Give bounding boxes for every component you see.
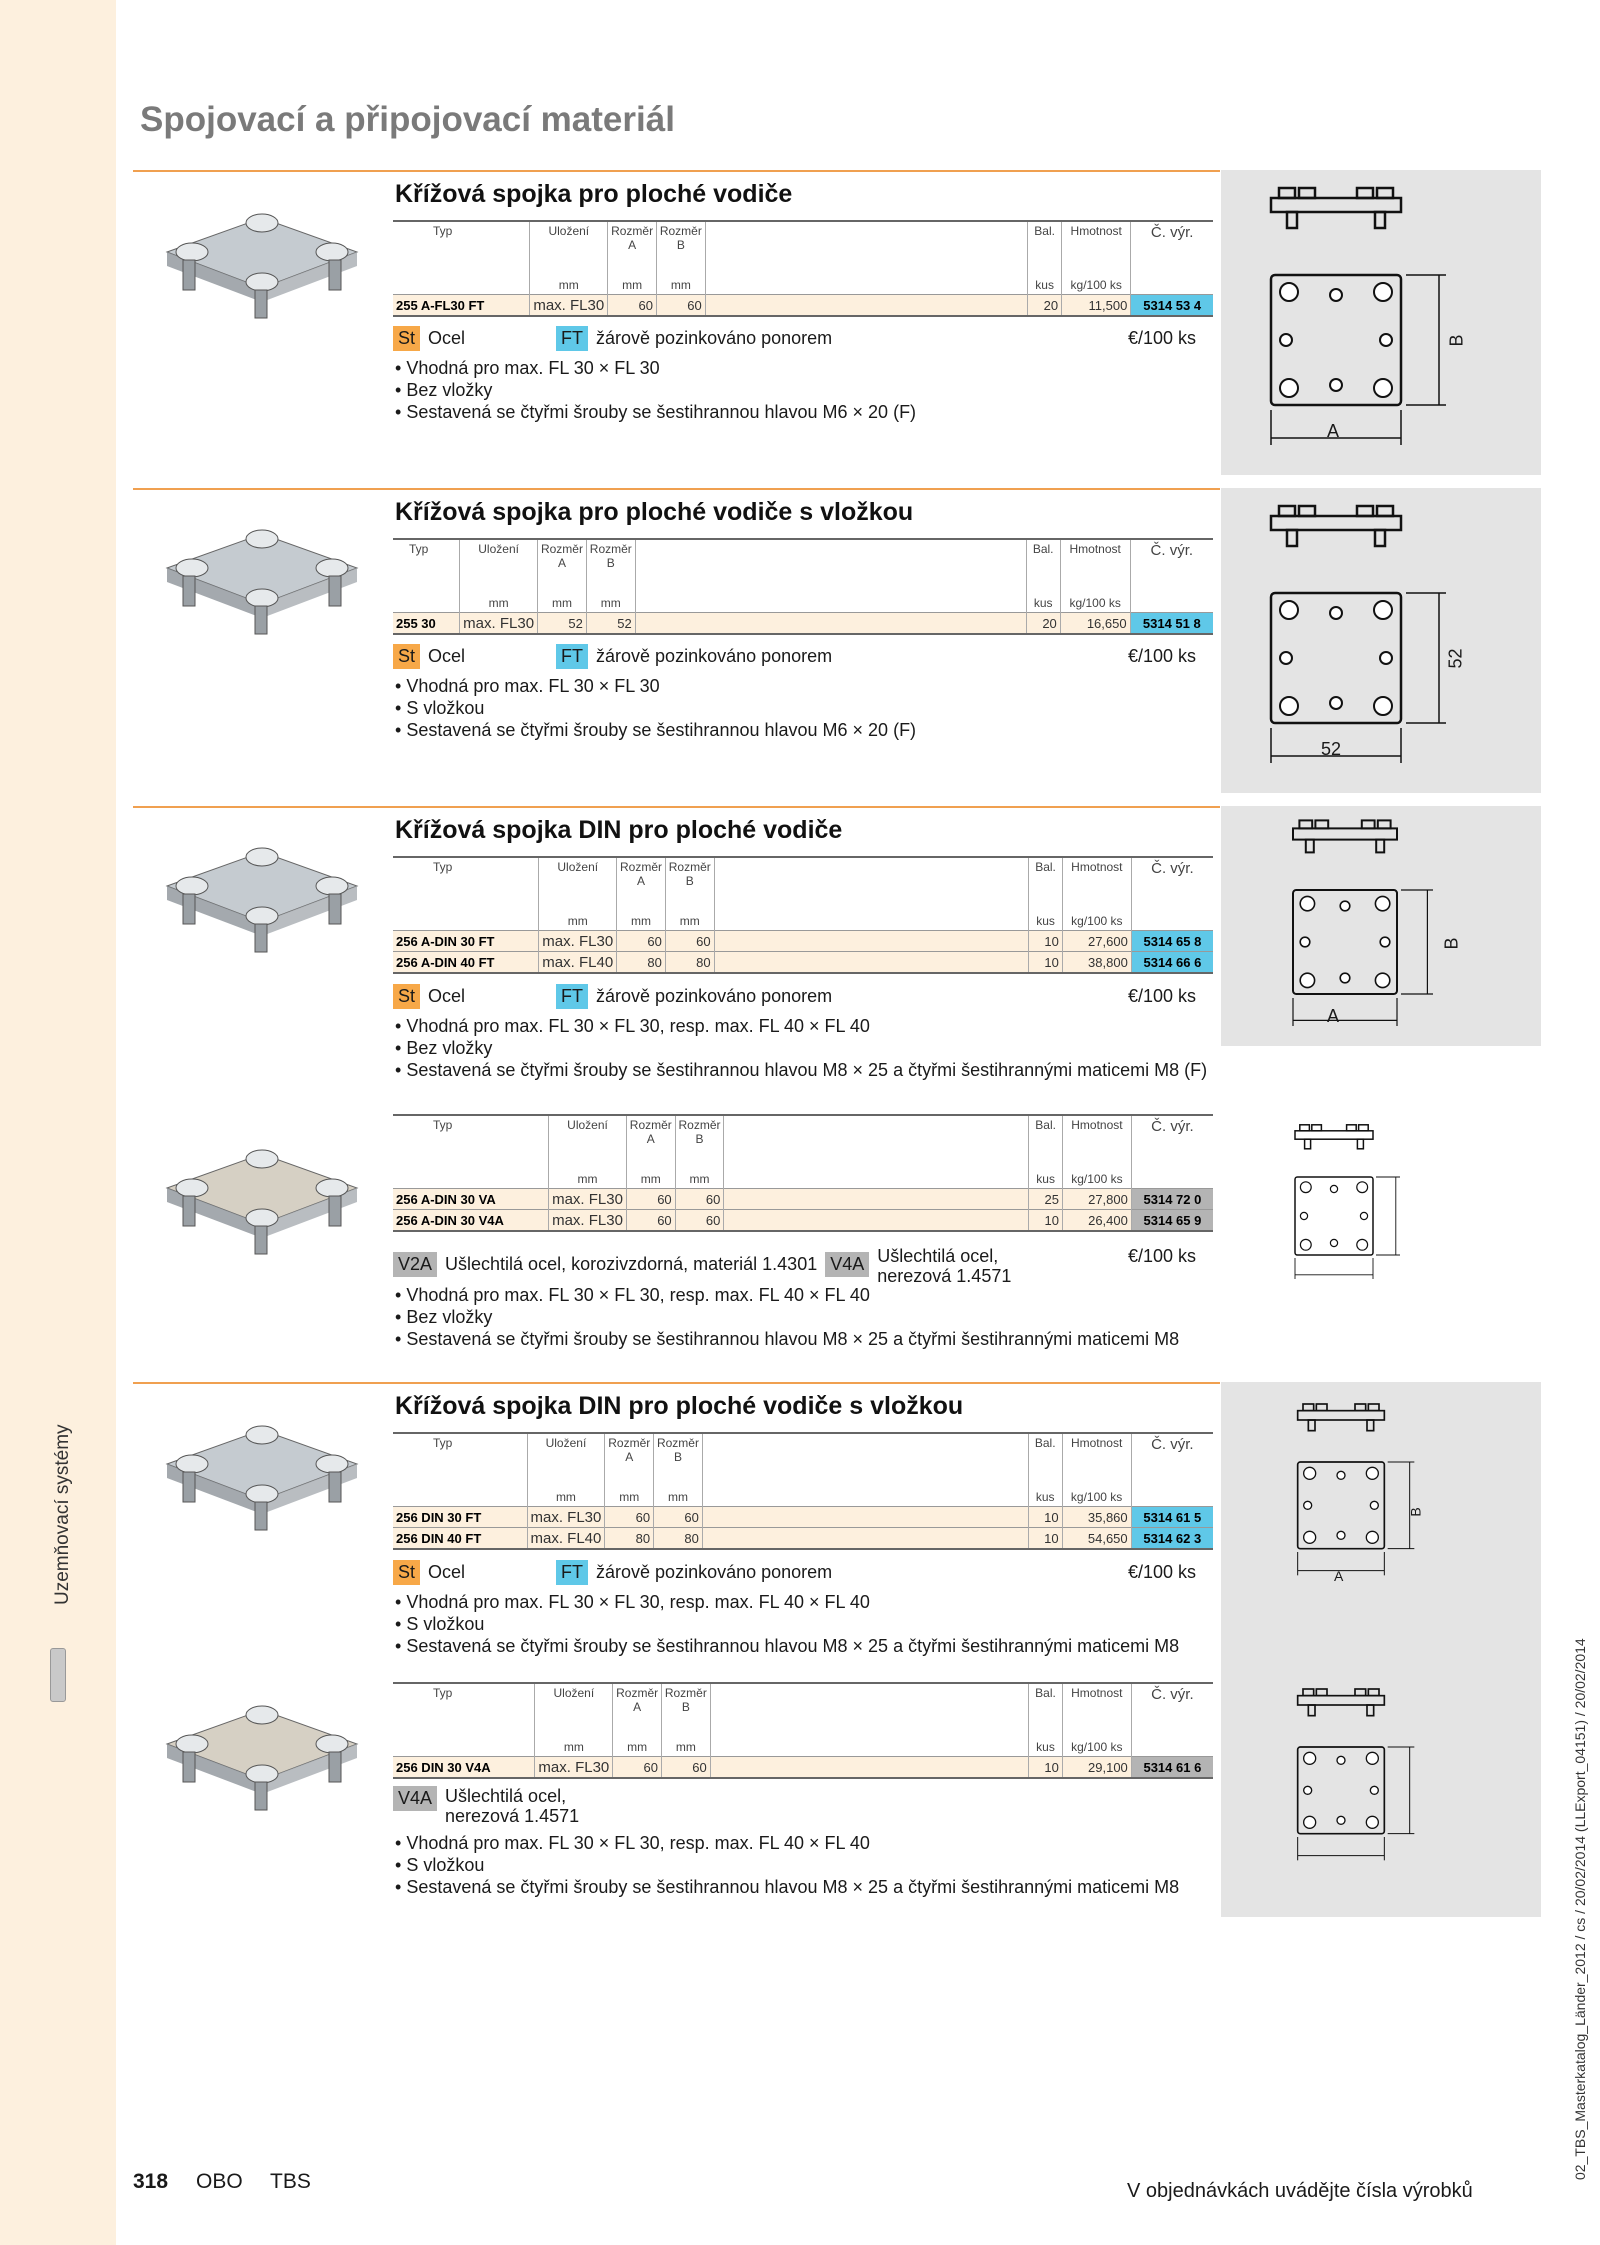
section-din-cross-clamp — [133, 806, 1541, 1376]
order-note: V objednávkách uvádějte čísla výrobků — [1127, 2180, 1473, 2202]
product-photo-stainless — [147, 1126, 377, 1261]
table-row: 255 30 max. FL30 52 52 20 16,650 5314 51 8 — [393, 613, 1213, 635]
feature-list: • Vhodná pro max. FL 30 × FL 30, resp. max. FL 40 × FL 40 • S vložkou • Sestavená se čtyřmi šrouby se šestihrannou hlavou M8 × 25 a čtyřmi šestihrannými maticemi M8 — [395, 1591, 1225, 1657]
page-number: 318 — [133, 2170, 169, 2193]
material-line: St Ocel FT žárově pozinkováno ponorem — [393, 1560, 832, 1585]
price-unit: €/100 ks — [1128, 986, 1197, 1006]
section-din-cross-clamp-insert — [133, 1382, 1541, 1942]
finish-tag: FT — [556, 326, 588, 351]
article-number: 5314 53 4 — [1131, 295, 1213, 317]
article-number: 5314 72 0 — [1131, 1189, 1213, 1210]
table-row: 256 A-DIN 30 V4A max. FL30 60 60 10 26,400 5314 65 9 — [393, 1210, 1213, 1232]
price-unit: €/100 ks — [1128, 646, 1197, 666]
spec-table: Typ Uložení Rozměr A Rozměr B Bal. Hmotnost Č. výr. mm mm mm kus kg/100 ks 255 30 max. FL30 52 52 20 16,650 5314 51 8 — [393, 538, 1213, 635]
spec-table-stainless: Typ Uložení Rozměr A Rozměr B Bal. Hmotnost Č. výr. mm mm mm kus kg/100 ks 256 A-DIN 30 VA max. FL30 60 60 25 27,800 5314 72 0 256 A-DIN 30 V4A max. FL30 60 60 10 26,400 5314 65 9 — [393, 1114, 1213, 1232]
product-photo — [147, 1402, 377, 1537]
section-divider — [133, 1382, 1220, 1384]
section-cross-clamp-insert — [133, 488, 1541, 798]
article-number: 5314 61 6 — [1131, 1757, 1213, 1779]
technical-drawing: A B — [1221, 170, 1541, 475]
feature-list: • Vhodná pro max. FL 30 × FL 30, resp. max. FL 40 × FL 40 • Bez vložky • Sestavená se čtyřmi šrouby se šestihrannou hlavou M8 × 25 a čtyřmi šestihrannými maticemi M8 (F) — [395, 1015, 1225, 1081]
spec-table-stainless: Typ Uložení Rozměr A Rozměr B Bal. Hmotnost Č. výr. mm mm mm kus kg/100 ks 256 DIN 30 V4A max. FL30 60 60 10 29,100 5314 61 6 — [393, 1682, 1213, 1779]
product-photo — [147, 824, 377, 959]
catalog-export-label: 02_TBS_Masterkatalog_Länder_2012 / cs / 20/02/2014 (LLExport_04151) / 20/02/2014 — [1572, 1638, 1588, 2180]
section-title: Křížová spojka DIN pro ploché vodiče — [395, 816, 843, 844]
table-row: 256 A-DIN 40 FT max. FL40 80 80 10 38,800 5314 66 6 — [393, 952, 1213, 974]
article-number: 5314 65 9 — [1131, 1210, 1213, 1232]
product-photo — [147, 190, 377, 325]
product-photo-stainless — [147, 1682, 377, 1817]
brand-tbs: TBS — [270, 2170, 311, 2193]
feature-list: • Vhodná pro max. FL 30 × FL 30 • Bez vložky • Sestavená se čtyřmi šrouby se šestihrannou hlavou M6 × 20 (F) — [395, 357, 1225, 423]
material-line: St Ocel FT žárově pozinkováno ponorem — [393, 644, 832, 669]
technical-drawing: 52 52 — [1221, 488, 1541, 793]
table-row: 256 A-DIN 30 VA max. FL30 60 60 25 27,800 5314 72 0 — [393, 1189, 1213, 1210]
table-row: 256 DIN 40 FT max. FL40 80 80 10 54,650 5314 62 3 — [393, 1528, 1213, 1550]
brand-obo: OBO — [196, 2170, 243, 2193]
table-row: 256 A-DIN 30 FT max. FL30 60 60 10 27,600 5314 65 8 — [393, 931, 1213, 952]
section-divider — [133, 806, 1220, 808]
section-title: Křížová spojka pro ploché vodiče s vložkou — [395, 498, 914, 526]
article-number: 5314 65 8 — [1131, 931, 1213, 952]
material-tag: St — [393, 326, 420, 351]
feature-list: • Vhodná pro max. FL 30 × FL 30, resp. max. FL 40 × FL 40 • S vložkou • Sestavená se čtyřmi šrouby se šestihrannou hlavou M8 × 25 a čtyřmi šestihrannými maticemi M8 — [395, 1832, 1225, 1898]
table-row: 256 DIN 30 FT max. FL30 60 60 10 35,860 5314 61 5 — [393, 1507, 1213, 1528]
technical-drawing-stainless — [1221, 1114, 1541, 1294]
material-line-stainless: V2A Ušlechtilá ocel, korozivzdorná, materiál 1.4301 V4A Ušlechtilá ocel, nerezová 1.4571 — [393, 1242, 1011, 1286]
feature-list: • Vhodná pro max. FL 30 × FL 30 • S vložkou • Sestavená se čtyřmi šrouby se šestihrannou hlavou M6 × 20 (F) — [395, 675, 1225, 741]
section-cross-clamp — [133, 170, 1541, 480]
feature-list: • Vhodná pro max. FL 30 × FL 30, resp. max. FL 40 × FL 40 • Bez vložky • Sestavená se čtyřmi šrouby se šestihrannou hlavou M8 × 25 a čtyřmi šestihrannými maticemi M8 — [395, 1284, 1225, 1350]
table-row: 256 DIN 30 V4A max. FL30 60 60 10 29,100 5314 61 6 — [393, 1757, 1213, 1779]
price-unit: €/100 ks — [1128, 328, 1197, 348]
spec-table: Typ Uložení Rozměr A Rozměr B Bal. Hmotnost Č. výr. mm mm mm kus kg/100 ks 256 DIN 30 FT max. FL30 60 60 10 35,860 5314 61 5 256 DIN 40 FT max. FL40 80 80 10 54,650 5314 62 3 — [393, 1432, 1213, 1550]
spec-table: Typ Uložení Rozměr A Rozměr B Bal. Hmotnost Č. výr. mm mm mm kus kg/100 ks 255 A-FL30 FT max. FL30 60 60 20 11,500 5314 53 4 — [393, 220, 1213, 317]
article-number: 5314 51 8 — [1130, 613, 1213, 635]
product-photo — [147, 506, 377, 641]
material-line: St Ocel FT žárově pozinkováno ponorem — [393, 984, 832, 1009]
table-row: 255 A-FL30 FT max. FL30 60 60 20 11,500 5314 53 4 — [393, 295, 1213, 317]
connector-thumb-icon — [50, 1648, 66, 1702]
material-line-stainless: V4A Ušlechtilá ocel, nerezová 1.4571 — [393, 1786, 579, 1826]
side-category-label: Uzemňovací systémy — [52, 1424, 73, 1605]
section-title: Křížová spojka pro ploché vodiče — [395, 180, 793, 208]
spec-table: Typ Uložení Rozměr A Rozměr B Bal. Hmotnost Č. výr. mm mm mm kus kg/100 ks 256 A-DIN 30 FT max. FL30 60 60 10 27,600 5314 65 8 256 A-DIN 40 FT max. FL40 80 80 10 38,800 5314 66 6 — [393, 856, 1213, 974]
article-number: 5314 66 6 — [1131, 952, 1213, 974]
article-number: 5314 62 3 — [1131, 1528, 1213, 1550]
price-unit: €/100 ks — [1128, 1562, 1197, 1582]
technical-drawing: A B — [1221, 1382, 1541, 1917]
section-divider — [133, 170, 1220, 172]
article-number: 5314 61 5 — [1131, 1507, 1213, 1528]
price-unit: €/100 ks — [1128, 1246, 1197, 1266]
page-title: Spojovací a připojovací materiál — [140, 100, 675, 139]
section-title: Křížová spojka DIN pro ploché vodiče s vložkou — [395, 1392, 964, 1420]
section-divider — [133, 488, 1220, 490]
left-margin-bar — [0, 0, 116, 2245]
material-line: St Ocel FT žárově pozinkováno ponorem — [393, 326, 832, 351]
technical-drawing: A B — [1221, 806, 1541, 1046]
